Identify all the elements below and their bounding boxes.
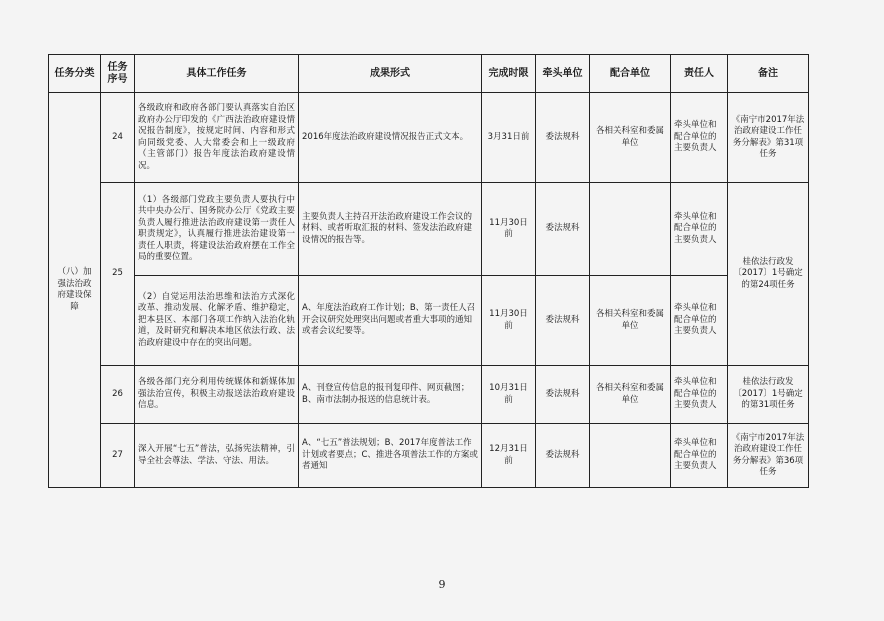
output-cell: A、年度法治政府工作计划；B、第一责任人召开会议研究处理突出问题或者重大事项的通知或者会议纪要等。 (299, 276, 482, 366)
coop-cell (590, 424, 671, 488)
seq-cell: 26 (101, 366, 135, 424)
category-cell (49, 93, 101, 488)
output-cell: 主要负责人主持召开法治政府建设工作会议的材料、或者听取汇报的材料、签发法治政府建设情况的报告等。 (299, 183, 482, 276)
deadline-cell: 11月30日前 (482, 276, 536, 366)
task-cell: 深入开展“七五”普法，弘扬宪法精神，引导全社会尊法、学法、守法、用法。 (135, 424, 299, 488)
table-row (49, 93, 809, 183)
header-seq-label: 任务序号 (107, 61, 128, 85)
lead-cell: 委法规科 (536, 424, 590, 488)
output-cell: A、“七五”普法规划；B、2017年度普法工作计划或者要点；C、推进各项普法工作的方案或者通知 (299, 424, 482, 488)
output-cell: 2016年度法治政府建设情况报告正式文本。 (299, 93, 482, 183)
seq-cell: 24 (101, 93, 135, 183)
responsible-cell: 牵头单位和配合单位的主要负责人 (671, 183, 728, 276)
header-deadline: 完成时限 (482, 55, 536, 93)
page-number: 9 (438, 578, 446, 591)
coop-cell: 各相关科室和委属单位 (590, 276, 671, 366)
note-cell: 桂依法行政发〔2017〕1号确定的第24项任务 (728, 183, 809, 366)
coop-cell (590, 183, 671, 276)
header-task: 具体工作任务 (135, 55, 299, 93)
task-table (48, 54, 809, 488)
task-cell: 各级各部门充分利用传统媒体和新媒体加强法治宣传，积极主动报送法治政府建设信息。 (135, 366, 299, 424)
table-row (49, 276, 809, 366)
lead-cell: 委法规科 (536, 93, 590, 183)
note-cell: 桂依法行政发〔2017〕1号确定的第31项任务 (728, 366, 809, 424)
note-cell: 《南宁市2017年法治政府建设工作任务分解表》第31项任务 (728, 93, 809, 183)
header-category: 任务分类 (49, 55, 101, 93)
table-row (49, 424, 809, 488)
output-cell: A、刊登宣传信息的报刊复印件、网页截图；B、南市法制办报送的信息统计表。 (299, 366, 482, 424)
header-responsible: 责任人 (671, 55, 728, 93)
deadline-cell: 11月30日前 (482, 183, 536, 276)
responsible-cell: 牵头单位和配合单位的主要负责人 (671, 424, 728, 488)
header-coop: 配合单位 (590, 55, 671, 93)
deadline-cell: 10月31日前 (482, 366, 536, 424)
header-notes: 备注 (728, 55, 809, 93)
lead-cell: 委法规科 (536, 276, 590, 366)
deadline-cell: 3月31日前 (482, 93, 536, 183)
table-row (49, 183, 809, 276)
seq-cell: 27 (101, 424, 135, 488)
responsible-cell: 牵头单位和配合单位的主要负责人 (671, 366, 728, 424)
table-row (49, 366, 809, 424)
table-header-row (49, 55, 809, 93)
task-cell: 各级政府和政府各部门要认真落实自治区政府办公厅印发的《广西法治政府建设情况报告制度》，按规定时间、内容和形式向同级党委、人大常委会和上一级政府（主管部门）报告年度法治政府建设情况。 (135, 93, 299, 183)
header-output: 成果形式 (299, 55, 482, 93)
seq-cell: 25 (101, 183, 135, 366)
header-lead: 牵头单位 (536, 55, 590, 93)
lead-cell: 委法规科 (536, 183, 590, 276)
responsible-cell: 牵头单位和配合单位的主要负责人 (671, 93, 728, 183)
responsible-cell: 牵头单位和配合单位的主要负责人 (671, 276, 728, 366)
note-cell: 《南宁市2017年法治政府建设工作任务分解表》第36项任务 (728, 424, 809, 488)
task-cell: （1）各级部门党政主要负责人要执行中共中央办公厅、国务院办公厅《党政主要负责人履行推进法治政府建设第一责任人职责规定》，认真履行推进法治建设第一责任人职责，将建设法治政府摆在工作全局的重要位置。 (135, 183, 299, 276)
task-cell: （2）自觉运用法治思维和法治方式深化改革、推动发展、化解矛盾、维护稳定，把本县区、本部门各项工作纳入法治化轨道，及时研究和解决本地区依法行政、法治政府建设中存在的突出问题。 (135, 276, 299, 366)
category-label: （八）加强法治政府建设保障 (57, 267, 92, 312)
deadline-cell: 12月31日前 (482, 424, 536, 488)
coop-cell: 各相关科室和委属单位 (590, 93, 671, 183)
lead-cell: 委法规科 (536, 366, 590, 424)
coop-cell: 各相关科室和委属单位 (590, 366, 671, 424)
header-seq (101, 55, 135, 93)
